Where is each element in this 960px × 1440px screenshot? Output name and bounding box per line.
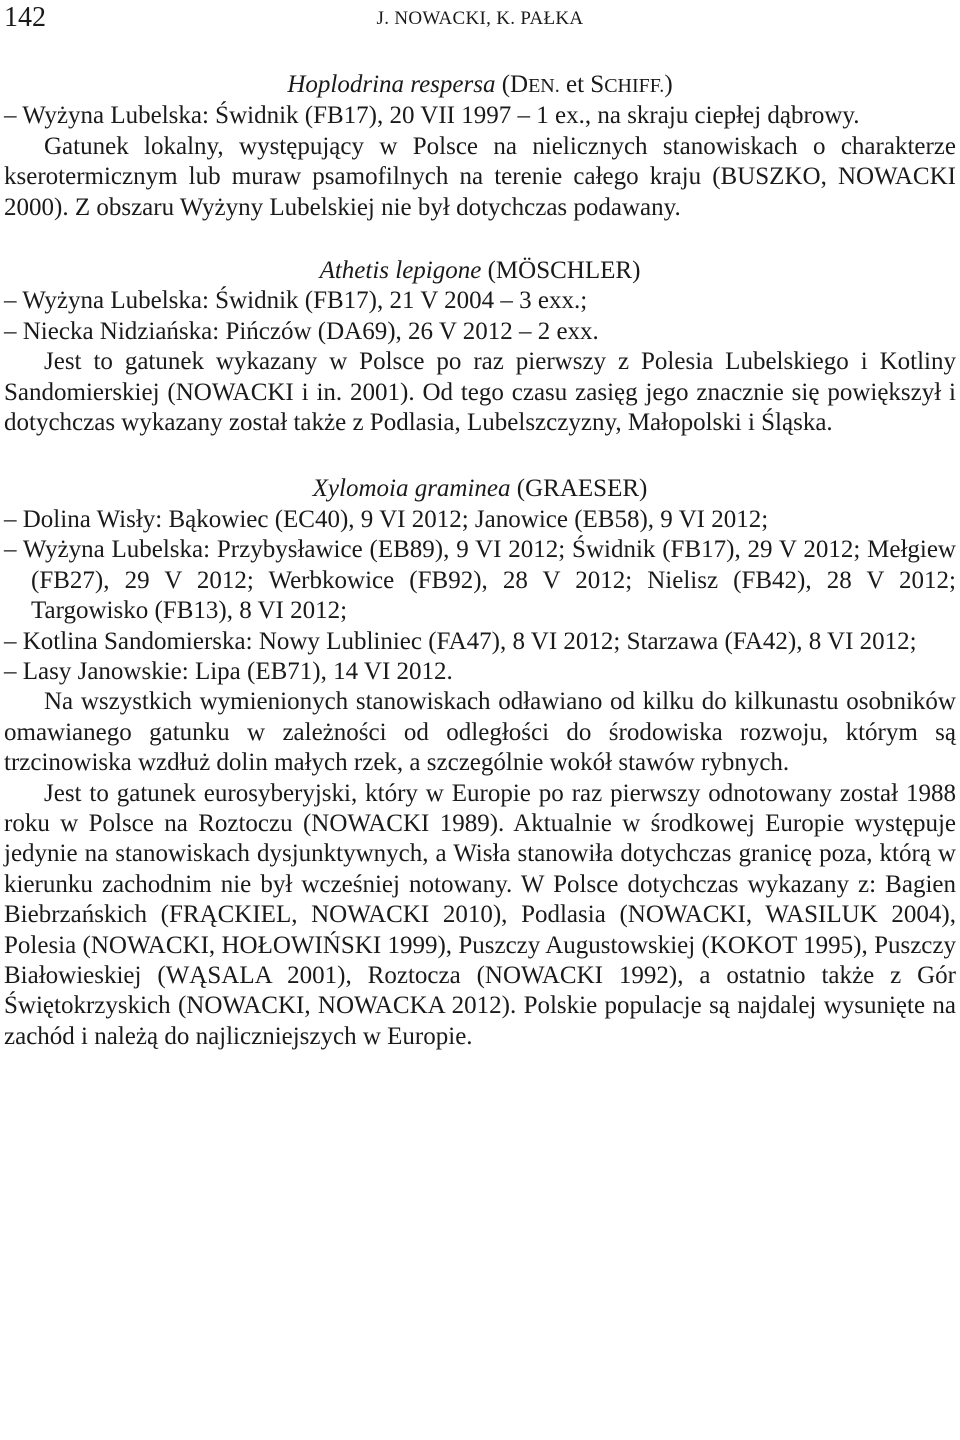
species-author: (DEN. et SCHIFF.) (501, 71, 673, 98)
species-latin-name: Hoplodrina respersa (287, 71, 496, 98)
species-title (4, 256, 956, 286)
locality-entry: – Niecka Nidziańska: Pińczów (DA69), 26 V 2012 – 2 exx. (4, 317, 599, 345)
species-latin-name: Xylomoia graminea (312, 475, 511, 503)
species-title (4, 70, 956, 101)
body-paragraph: Na wszystkich wymienionych stanowiskach odławiano od kilku do kilkunastu osobników omawianego gatunku w zależności od odległości do środowiska rozwoju, którym są trzcinowiska wzdłuż dolin małych rzek, a szczególnie wokół stawów rybnych. (4, 688, 956, 777)
species-latin-name: Athetis lepigone (319, 257, 482, 285)
species-section-hoplodrina (4, 70, 956, 223)
locality-entry: – Wyżyna Lubelska: Przybysławice (EB89), 9 VI 2012; Świdnik (FB17), 29 V 2012; Mełgiew (FB27), 29 V 2012; Werbkowice (FB92), 28 V 2012; Nielisz (FB42), 28 V 2012; Targowisko (FB13), 8 VI 2012; (4, 536, 956, 625)
body-paragraph: Jest to gatunek wykazany w Polsce po raz pierwszy z Polesia Lubelskiego i Kotliny Sandomierskiej (NOWACKI i in. 2001). Od tego czasu zasięg jego znacznie się powiększył i dotychczas wykazany został także z Podlasia, Lubelszczyzny, Małopolski i Śląska. (4, 348, 956, 437)
species-section-xylomoia (4, 474, 956, 1052)
locality-entry: – Kotlina Sandomierska: Nowy Lubliniec (FA47), 8 VI 2012; Starzawa (FA42), 8 VI 2012; (4, 627, 917, 655)
body-paragraph: Gatunek lokalny, występujący w Polsce na nielicznych stanowiskach o charakterze kserotermicznym lub muraw psamofilnych na terenie całego kraju (BUSZKO, NOWACKI 2000). Z obszaru Wyżyny Lubelskiej nie był dotychczas podawany. (4, 132, 956, 221)
locality-entry: – Lasy Janowskie: Lipa (EB71), 14 VI 2012. (4, 657, 453, 685)
species-author: (MÖSCHLER) (487, 257, 641, 285)
species-author: (GRAESER) (516, 475, 648, 503)
article-body (4, 70, 956, 1052)
locality-entry: – Dolina Wisły: Bąkowiec (EC40), 9 VI 2012; Janowice (EB58), 9 VI 2012; (4, 505, 769, 533)
page-number: 142 (4, 2, 46, 33)
locality-entry: – Wyżyna Lubelska: Świdnik (FB17), 20 VII 1997 – 1 ex., na skraju ciepłej dąbrowy. (4, 102, 860, 130)
running-head: J. NOWACKI, K. PAŁKA (376, 8, 584, 29)
species-section-athetis (4, 256, 956, 438)
page-header (4, 2, 956, 42)
locality-entry: – Wyżyna Lubelska: Świdnik (FB17), 21 V 2004 – 3 exx.; (4, 287, 588, 315)
species-title (4, 474, 956, 504)
body-paragraph: Jest to gatunek eurosyberyjski, który w Europie po raz pierwszy odnotowany został 1988 roku w Polsce na Roztoczu (NOWACKI 1989). Aktualnie w środkowej Europie występuje jedynie na stanowiskach dysjunktywnych, a Wisła stanowiła dotychczas granicę poza, którą w kierunku zachodnim nie był wcześniej notowany. W Polsce dotychczas wykazany z: Bagien Biebrzańskich (FRĄCKIEL, NOWACKI 2010), Podlasia (NOWACKI, WASILUK 2004), Polesia (NOWACKI, HOŁOWIŃSKI 1999), Puszczy Augustowskiej (KOKOT 1995), Puszczy Białowieskiej (WĄSALA 2001), Roztocza (NOWACKI 1992), a ostatnio także z Gór Świętokrzyskich (NOWACKI, NOWACKA 2012). Polskie populacje są najdalej wysunięte na zachód i należą do najliczniejszych w Europie. (4, 779, 956, 1050)
